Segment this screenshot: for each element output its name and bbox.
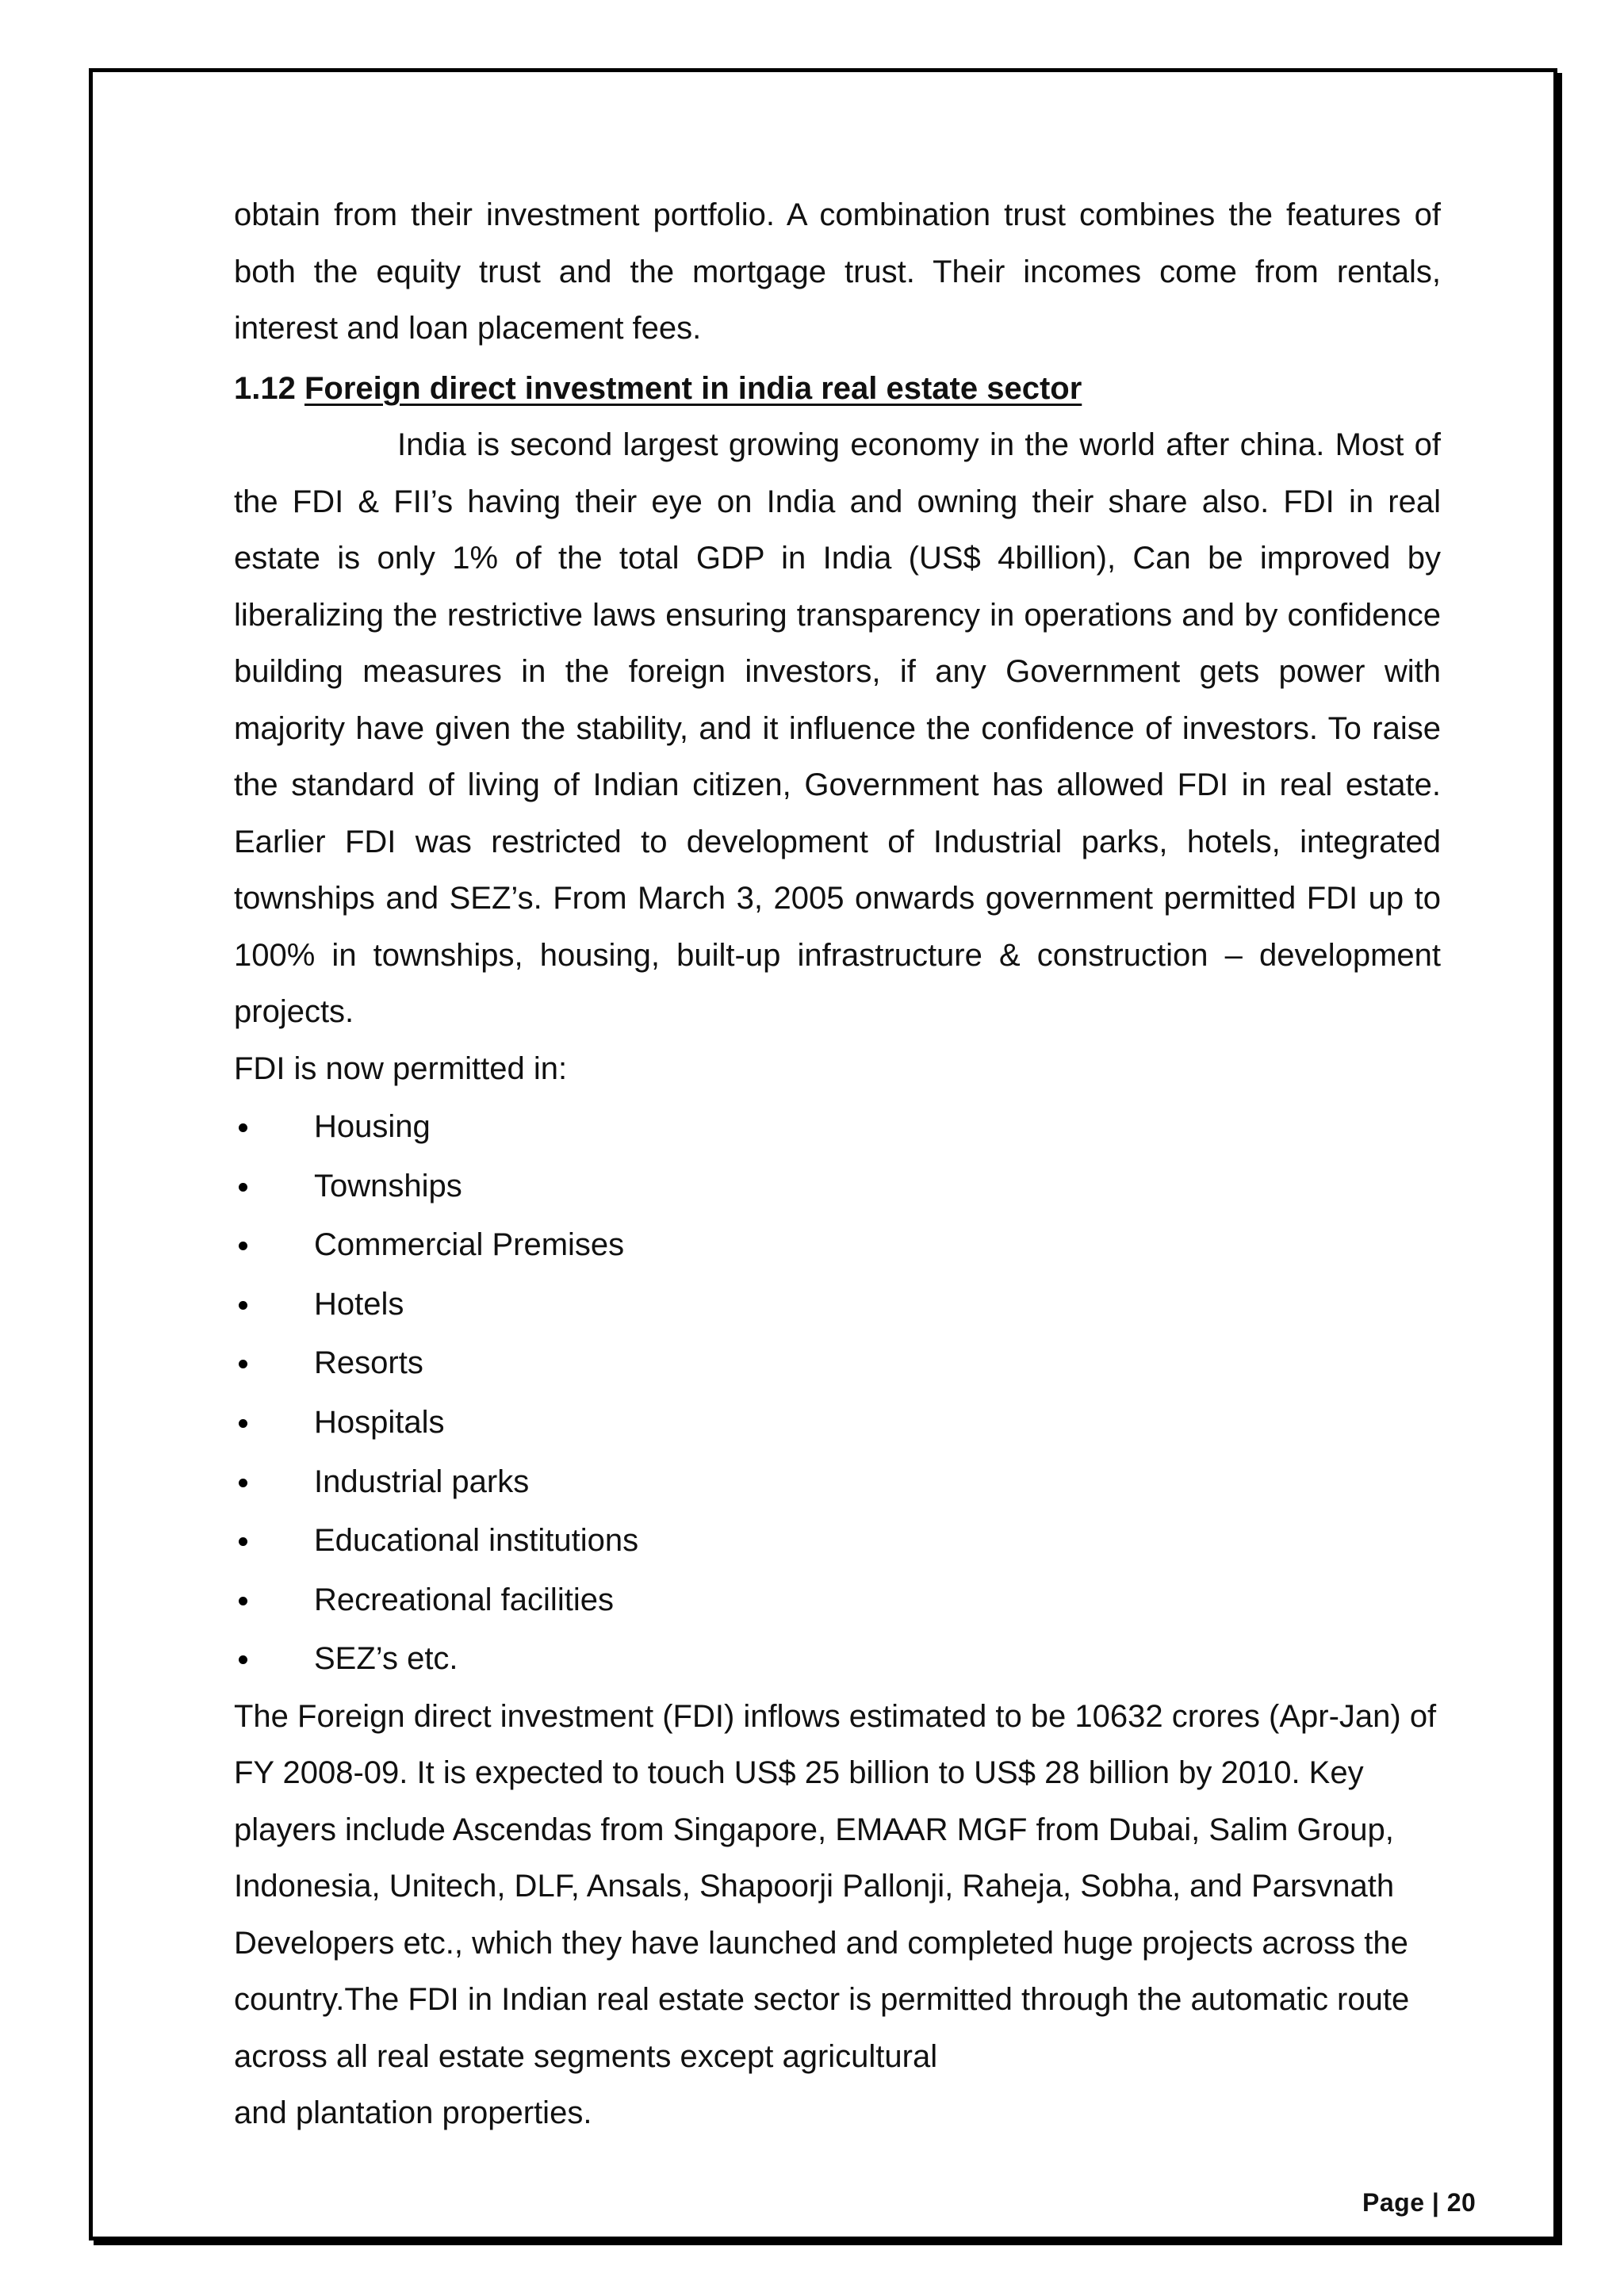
fdi-paragraph: India is second largest growing economy in the world after china. Most of the FDI & FII’s having their eye on India and owning their share also. FDI in real estate is only 1% of the total GDP in India (US$ 4billion), Can be improved by liberalizing the restrictive laws ensuring transparency in operations and by confidence building measures in the foreign investors, if any Government gets power with majority have given the stability, and it influence the confidence of investors. To raise the standard of living of Indian citizen, Government has allowed FDI in real estate. Earlier FDI was restricted to development of Industrial parks, hotels, integrated townships and SEZ’s. From March 3, 2005 onwards government permitted FDI up to 100% in townships, housing, built-up infrastructure & construction – development projects.	[234, 427, 1441, 1029]
list-item	[234, 1275, 1441, 1334]
page-number: Page | 20	[1362, 2188, 1477, 2217]
bullet-icon	[239, 1537, 247, 1546]
list-item	[234, 1393, 1441, 1452]
list-item	[234, 1511, 1441, 1571]
section-heading	[234, 361, 1441, 418]
closing-line: and plantation properties.	[234, 2095, 592, 2131]
list-item	[234, 1452, 1441, 1512]
list-item	[234, 1629, 1441, 1689]
list-item-label: Commercial Premises	[314, 1227, 625, 1263]
bullet-icon	[239, 1360, 247, 1368]
list-item-label: Recreational facilities	[314, 1582, 614, 1617]
list-item-label: Hospitals	[314, 1404, 445, 1440]
bullet-icon	[239, 1597, 247, 1605]
list-item-label: Hotels	[314, 1286, 404, 1322]
bullet-icon	[239, 1419, 247, 1428]
list-item-label: SEZ’s etc.	[314, 1641, 458, 1677]
bullet-icon	[239, 1655, 247, 1664]
intro-paragraph: obtain from their investment portfolio. A combination trust combines the features of both the equity trust and the mortgage trust. Their incomes come from rentals, interest and loan placement fees.	[234, 197, 1441, 346]
list-item	[234, 1097, 1441, 1157]
permitted-sectors-list	[234, 1097, 1441, 1689]
list-item-label: Townships	[314, 1168, 462, 1203]
inflows-paragraph: The Foreign direct investment (FDI) inflows estimated to be 10632 crores (Apr-Jan) of FY 2008-09. It is expected to touch US$ 25 billion to US$ 28 billion by 2010. Key players include Ascendas from Singapore, EMAAR MGF from Dubai, Salim Group, Indonesia, Unitech, DLF, Ansals, Shapoorji Pallonji, Raheja, Sobha, and Parsvnath Developers etc., which they have launched and completed huge projects across the country.The FDI in Indian real estate sector is permitted through the automatic route across all real estate segments except agricultural	[234, 1698, 1437, 2074]
document-body	[234, 187, 1441, 2142]
list-item-label: Housing	[314, 1109, 431, 1144]
list-item-label: Industrial parks	[314, 1464, 530, 1499]
bullet-icon	[239, 1183, 247, 1192]
list-item-label: Educational institutions	[314, 1523, 639, 1559]
list-intro: FDI is now permitted in:	[234, 1050, 568, 1086]
list-item	[234, 1215, 1441, 1275]
section-title: Foreign direct investment in india real estate sector	[304, 370, 1082, 406]
list-item	[234, 1157, 1441, 1216]
bullet-icon	[239, 1479, 247, 1487]
section-number: 1.12	[234, 370, 296, 406]
bullet-icon	[239, 1123, 247, 1132]
bullet-icon	[239, 1301, 247, 1310]
list-item	[234, 1334, 1441, 1393]
list-item	[234, 1571, 1441, 1630]
bullet-icon	[239, 1242, 247, 1250]
list-item-label: Resorts	[314, 1345, 423, 1381]
